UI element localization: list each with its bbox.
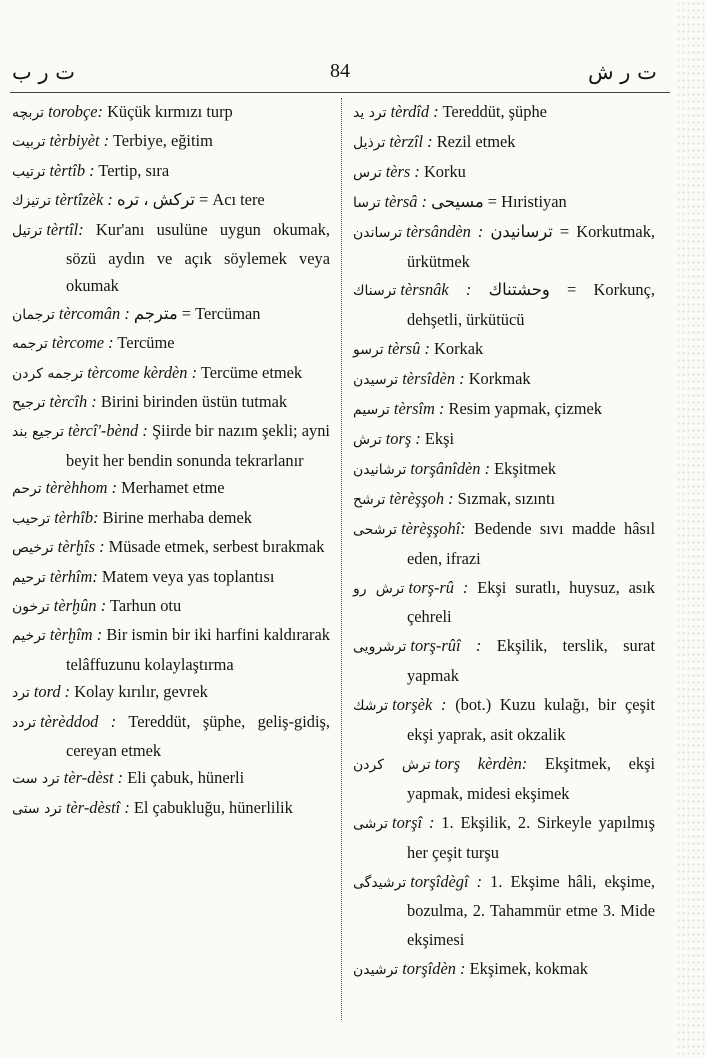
entry-arabic-headword: ترﺳﻨﺎك: [353, 283, 397, 300]
entry-definition: Ekşimek, kokmak: [465, 959, 588, 979]
entry-transliteration: torşîdègî :: [410, 871, 483, 891]
right-column: [353, 98, 655, 985]
entry-arabic-headword: ترﺑﭽﻪ: [12, 105, 45, 121]
entry-transliteration: tèrtîb :: [49, 160, 95, 180]
entry-definition: Tertip, sıra: [94, 160, 170, 180]
entry-transliteration: torş :: [385, 428, 421, 448]
entry-arabic-headword: ترﺟﻤﻪ: [12, 336, 48, 353]
entry-definition: Merhamet etme: [117, 478, 225, 498]
entry-arabic-headword: ترﺣﻴﻢ: [12, 569, 46, 586]
entry-arabic-headword: ترﺷﻚ: [353, 698, 389, 715]
entry-definition: El çabukluğu, hünerlilik: [129, 797, 293, 817]
entry-arabic-headword: ترﺳﻴﻢ: [353, 402, 390, 419]
entry-definition: Müsade etmek, serbest bırakmak: [104, 537, 325, 557]
entry-arabic-headword: ترد ﺳﺘﻰ: [12, 800, 62, 817]
entry-definition: Tereddüt, şüphe, geliş-gidiş, cereyan etmek: [66, 711, 330, 760]
entry-transliteration: tèrcîh :: [49, 392, 97, 412]
entry-arabic-headword: ترش رو: [353, 580, 405, 597]
entry-definition: Sızmak, sızıntı: [453, 488, 556, 508]
entry-arabic-headword: ترﺳﺎﻧﺪن: [353, 224, 403, 241]
entry-arabic-headword: ترﺷﻴﺪن: [353, 962, 399, 979]
column-divider: [341, 98, 342, 1020]
entry-transliteration: tèrsândèn :: [406, 221, 484, 241]
entry-definition: ترﮐﺶ ، تره = Acı tere: [112, 190, 265, 210]
dictionary-entry: [12, 216, 330, 300]
entry-arabic-headword: ترس: [353, 164, 382, 181]
dictionary-entry: [353, 188, 655, 218]
entry-definition: مسيحى = Hıristiyan: [426, 191, 567, 211]
entry-definition: Küçük kırmızı turp: [102, 102, 233, 121]
entry-transliteration: tèr-dèstî :: [65, 797, 130, 817]
entry-transliteration: tèrcome kèrdèn :: [87, 362, 198, 382]
dictionary-entry: [12, 708, 330, 765]
dictionary-entry: [353, 158, 655, 188]
dictionary-entry: [12, 764, 330, 793]
entry-transliteration: torşèk :: [392, 695, 447, 715]
dictionary-entry: [12, 157, 330, 186]
entry-arabic-headword: ترﺧﻴﻢ: [12, 628, 46, 645]
entry-arabic-headword: ترﺷﺮوﻳﻰ: [353, 639, 407, 656]
dictionary-entry: [12, 678, 330, 707]
entry-arabic-headword: ترﺟﻤﺎن: [12, 306, 55, 323]
entry-transliteration: tèrèşşoh :: [389, 488, 454, 508]
entry-transliteration: tèrzîl :: [389, 131, 433, 151]
entry-definition: Ekşilik, terslik, surat yapmak: [407, 636, 655, 686]
entry-transliteration: tèrtîl:: [46, 219, 84, 239]
entry-definition: وحشتناك = Korkunç, dehşetli, ürkütücü: [407, 280, 655, 330]
header-rule: [10, 92, 670, 93]
dictionary-entry: [353, 632, 655, 691]
entry-definition: Tercüme: [113, 333, 175, 353]
entry-transliteration: tèrsû :: [387, 339, 430, 359]
entry-definition: Ekşitmek: [490, 458, 557, 478]
dictionary-entry: [12, 329, 330, 358]
entry-definition: (bot.) Kuzu kulağı, bir çeşit ekşi yaprak, asit okzalik: [407, 695, 655, 745]
page-number: 84: [330, 60, 350, 82]
dictionary-entry: [353, 276, 655, 335]
entry-transliteration: torş kèrdèn:: [434, 753, 528, 773]
dictionary-entry: [353, 395, 655, 425]
entry-transliteration: tèr-dèst :: [63, 768, 124, 788]
dictionary-entry: [353, 455, 655, 485]
entry-transliteration: tèrèddod :: [40, 711, 117, 731]
entry-definition: ترساﻧﻴﺪن = Korkutmak, ürkütmek: [407, 221, 655, 271]
entry-transliteration: torobçe:: [48, 102, 103, 121]
entry-transliteration: torşîdèn :: [402, 959, 466, 979]
entry-transliteration: tèrèhhom :: [45, 478, 118, 498]
entry-transliteration: tèrcome :: [51, 333, 114, 353]
dictionary-entry: [12, 127, 330, 156]
entry-definition: Tarhun otu: [106, 595, 182, 615]
entry-definition: مترجم = Tercüman: [129, 303, 261, 323]
entry-transliteration: tèrs :: [385, 161, 420, 181]
entry-arabic-headword: ترﺷﺎﻧﻴﺪن: [353, 461, 407, 478]
dictionary-entry: [353, 750, 655, 809]
entry-arabic-headword: ترذﻳﻞ: [353, 134, 386, 151]
dictionary-entry: [353, 425, 655, 455]
entry-definition: Şiirde bir nazım şekli; ayni beyit her bendin sonunda tekrarlanır: [66, 421, 330, 470]
entry-arabic-headword: ترﺳﻴﺪن: [353, 372, 399, 389]
dictionary-entry: [353, 868, 655, 956]
entry-definition: Eli çabuk, hünerli: [123, 768, 245, 788]
left-column: [12, 98, 330, 823]
entry-arabic-headword: ترﺧﻴﺺ: [12, 540, 54, 557]
entry-definition: Bir ismin bir iki harfini kaldırarak telâffuzunu kolaylaştırma: [66, 625, 330, 674]
entry-definition: Birini birinden üstün tutmak: [96, 392, 288, 412]
dictionary-entry: [12, 563, 330, 592]
entry-transliteration: tèrsâ :: [384, 191, 427, 211]
entry-transliteration: tèrdîd :: [390, 102, 439, 121]
entry-arabic-headword: ترد ﻳﺪ: [353, 105, 387, 121]
entry-transliteration: tèrbiyèt :: [49, 131, 110, 151]
dictionary-entry: [12, 474, 330, 503]
entry-arabic-headword: ترﺟﻴﻊ ﺑﻨﺪ: [12, 424, 64, 441]
entry-arabic-headword: ترﺳﺎ: [353, 194, 381, 211]
dictionary-entry: [12, 794, 330, 823]
entry-definition: Korku: [419, 161, 466, 181]
entry-arabic-headword: ترﺟﻤﻪ ﮐﺮدن: [12, 365, 84, 382]
dictionary-entry: [353, 218, 655, 277]
entry-arabic-headword: ترﺗﻴﻞ: [12, 222, 43, 239]
entry-definition: Ekşi suratlı, huysuz, asık çehreli: [407, 577, 655, 627]
dictionary-entry: [12, 592, 330, 621]
dictionary-entry: [353, 365, 655, 395]
dictionary-entry: [353, 515, 655, 574]
entry-transliteration: tèrcî'-bènd :: [67, 421, 148, 441]
entry-definition: Kolay kırılır, gevrek: [70, 682, 208, 702]
entry-definition: Bedende sıvı madde hâsıl eden, ifrazi: [407, 518, 655, 568]
entry-arabic-headword: ترﺷﺢ: [353, 491, 386, 508]
entry-arabic-headword: ترﺑﻴﺖ: [12, 134, 46, 151]
dictionary-entry: [353, 485, 655, 515]
entry-arabic-headword: ترﺳﻮ: [353, 342, 384, 359]
dictionary-entry: [12, 300, 330, 329]
entry-definition: Ekşi: [420, 428, 455, 448]
entry-definition: 1. Ekşime hâli, ekşime, bozulma, 2. Tahammür etme 3. Mide ekşimesi: [407, 871, 655, 950]
entry-transliteration: tèrsîm :: [393, 399, 445, 419]
entry-arabic-headword: ترﺣﻢ: [12, 481, 42, 498]
entry-transliteration: tèrcomân :: [58, 303, 130, 323]
dictionary-entry: [353, 691, 655, 750]
entry-transliteration: torş-rûî :: [410, 636, 482, 656]
entry-definition: Korkak: [429, 339, 484, 359]
dictionary-entry: [12, 359, 330, 388]
dictionary-entry: [12, 533, 330, 562]
entry-definition: Matem veya yas toplantısı: [97, 566, 275, 586]
dictionary-entry: [353, 335, 655, 365]
dictionary-entry: [12, 504, 330, 533]
dictionary-entry: [12, 417, 330, 474]
entry-transliteration: tèrḫîm :: [49, 625, 103, 645]
entry-definition: Terbiye, eğitim: [109, 131, 213, 151]
entry-arabic-headword: ترﺗﻴﺐ: [12, 163, 46, 180]
entry-definition: Resim yapmak, çizmek: [444, 399, 602, 419]
entry-arabic-headword: ترﺷﻰ: [353, 815, 389, 832]
entry-transliteration: torş-rû :: [408, 577, 469, 597]
dictionary-entry: [353, 98, 655, 128]
page-edge-texture: [676, 0, 706, 1058]
dictionary-entry: [353, 574, 655, 633]
entry-definition: Rezil etmek: [432, 131, 516, 151]
entry-transliteration: tèrḫûn :: [53, 595, 107, 615]
dictionary-entry: [12, 388, 330, 417]
entry-definition: Ekşitmek, ekşi yapmak, midesi ekşimek: [407, 753, 655, 803]
dictionary-entry: [353, 955, 655, 985]
entry-transliteration: tèrsîdèn :: [402, 369, 465, 389]
entry-arabic-headword: ترﺗﻴﺰك: [12, 193, 52, 210]
dictionary-entry: [12, 186, 330, 215]
dictionary-entry: [12, 621, 330, 678]
entry-transliteration: tèrhîm:: [49, 566, 98, 586]
entry-definition: Kur'anı usulüne uygun okumak, sözü aydın ve açık söylemek veya okumak: [66, 219, 330, 296]
entry-arabic-headword: ترد ﺳﺖ: [12, 771, 60, 788]
dictionary-entry: [353, 809, 655, 868]
entry-transliteration: tèrḫîs :: [57, 537, 105, 557]
entry-arabic-headword: ترش: [353, 431, 382, 448]
header-right-letters: ت ر ش: [588, 60, 657, 84]
header-left-letters: ت ر ب: [12, 60, 76, 84]
page-header: [0, 60, 706, 90]
dictionary-entry: [12, 98, 330, 127]
dictionary-entry: [353, 128, 655, 158]
entry-definition: Tercüme etmek: [197, 362, 303, 382]
entry-transliteration: tord :: [33, 682, 71, 702]
entry-arabic-headword: ترﺣﻴﺐ: [12, 510, 51, 527]
entry-definition: Tereddüt, şüphe: [438, 102, 547, 121]
entry-definition: Korkmak: [464, 369, 531, 389]
entry-arabic-headword: تردد: [12, 714, 37, 731]
entry-definition: Birine merhaba demek: [98, 507, 252, 527]
entry-transliteration: torşî :: [392, 812, 435, 832]
entry-transliteration: tèrèşşohî:: [401, 518, 466, 538]
entry-transliteration: tèrhîb:: [54, 507, 99, 527]
entry-arabic-headword: ترد: [12, 685, 30, 702]
entry-transliteration: tèrsnâk :: [400, 280, 472, 300]
entry-arabic-headword: ترﺷﺤﻰ: [353, 521, 398, 538]
entry-arabic-headword: ترش ﻛﺮدن: [353, 756, 431, 773]
entry-transliteration: tèrtîzèk :: [55, 190, 113, 210]
entry-arabic-headword: ترﺟﻴﺢ: [12, 395, 46, 412]
entry-arabic-headword: ترﺷﻴﺪﮔﻰ: [353, 874, 407, 891]
entry-transliteration: torşânîdèn :: [410, 458, 491, 478]
entry-definition: 1. Ekşilik, 2. Sirkeyle yapılmış her çeşit turşu: [407, 812, 655, 862]
entry-arabic-headword: ترﺧﻮن: [12, 598, 50, 615]
